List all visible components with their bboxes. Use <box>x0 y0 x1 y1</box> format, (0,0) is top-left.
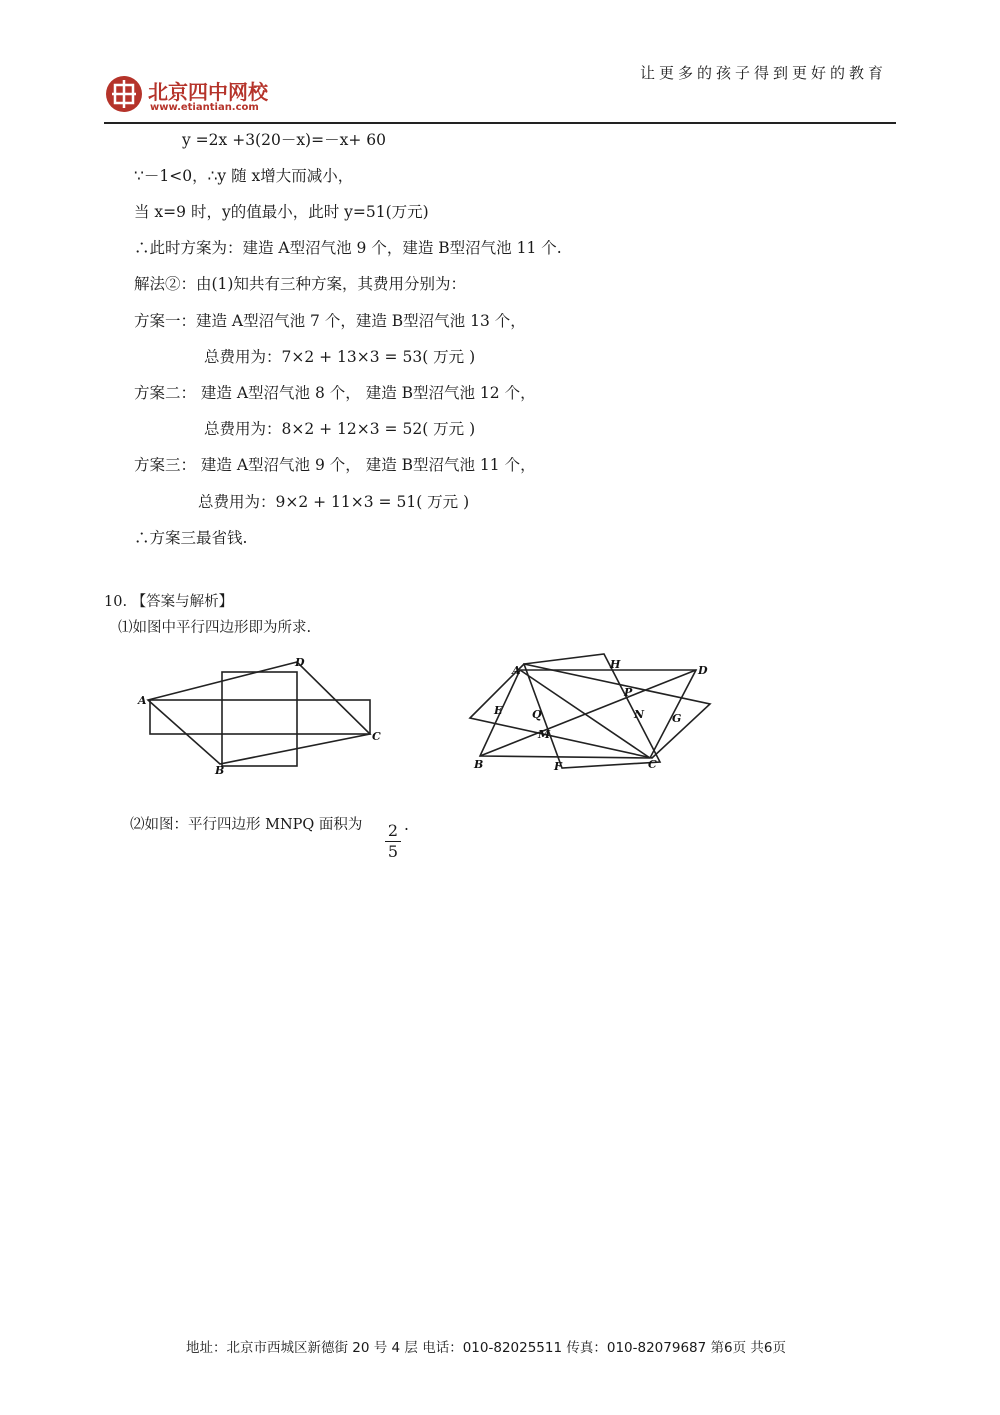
label-A: A <box>512 664 521 677</box>
logo-text: 北京四中网校 <box>148 80 268 104</box>
label-E: E <box>494 704 503 717</box>
label-D: D <box>698 664 708 677</box>
question-heading: 10. 【答案与解析】 <box>104 594 234 610</box>
text-line: 解法②：由(1)知共有三种方案，其费用分别为： <box>134 275 466 293</box>
text-line: 方案二： 建造 A型沼气池 8 个， 建造 B型沼气池 12 个， <box>134 384 536 402</box>
label-M: M <box>538 728 551 741</box>
text-line: 方案一：建造 A型沼气池 7 个，建造 B型沼气池 13 个， <box>134 312 526 330</box>
slogan: 让更多的孩子得到更好的教育 <box>640 64 888 82</box>
text-line: ∵－1<0，∴y 随 x增大而减小， <box>134 167 354 185</box>
label-G: G <box>672 712 682 725</box>
figure-1-parallelogram <box>130 650 390 780</box>
logo-url: www.etiantian.com <box>150 102 259 113</box>
question-part2-end: . <box>404 816 409 834</box>
label-B: B <box>474 758 484 771</box>
label-A: A <box>138 694 147 707</box>
text-line: 方案三： 建造 A型沼气池 9 个， 建造 B型沼气池 11 个， <box>134 456 536 474</box>
area-fraction <box>385 822 401 861</box>
logo <box>104 72 304 118</box>
question-part2: ⑵如图：平行四边形 MNPQ 面积为 <box>130 817 363 833</box>
text-line: 总费用为：9×2 + 11×3 = 51( 万元 ) <box>198 493 470 511</box>
label-C: C <box>648 758 657 771</box>
text-line: ∴方案三最省钱. <box>134 529 248 547</box>
label-P: P <box>624 686 633 699</box>
figure-2-parallelogram-mnpq <box>462 652 722 776</box>
label-C: C <box>372 730 381 743</box>
header-divider <box>104 122 896 124</box>
text-line: ∴此时方案为：建造 A型沼气池 9 个，建造 B型沼气池 11 个. <box>134 239 562 257</box>
label-D: D <box>295 656 305 669</box>
equation-line: y =2x +3(20－x)=－x+ 60 <box>182 131 386 149</box>
text-line: 总费用为：7×2 + 13×3 = 53( 万元 ) <box>204 348 476 366</box>
question-part1: ⑴如图中平行四边形即为所求. <box>118 620 312 636</box>
fraction-numerator: 2 <box>387 821 399 840</box>
label-N: N <box>634 708 645 721</box>
text-line: 总费用为：8×2 + 12×3 = 52( 万元 ) <box>204 420 476 438</box>
label-F: F <box>554 760 562 773</box>
label-Q: Q <box>532 708 542 721</box>
label-H: H <box>610 658 621 671</box>
label-B: B <box>215 764 225 777</box>
text-line: 当 x=9 时，y的值最小，此时 y=51(万元) <box>134 203 429 221</box>
page-footer: 地址：北京市西城区新德街 20 号 4 层 电话：010-82025511 传真：010-82079687 第6页 共6页 <box>186 1340 786 1356</box>
fraction-denominator: 5 <box>387 842 399 862</box>
